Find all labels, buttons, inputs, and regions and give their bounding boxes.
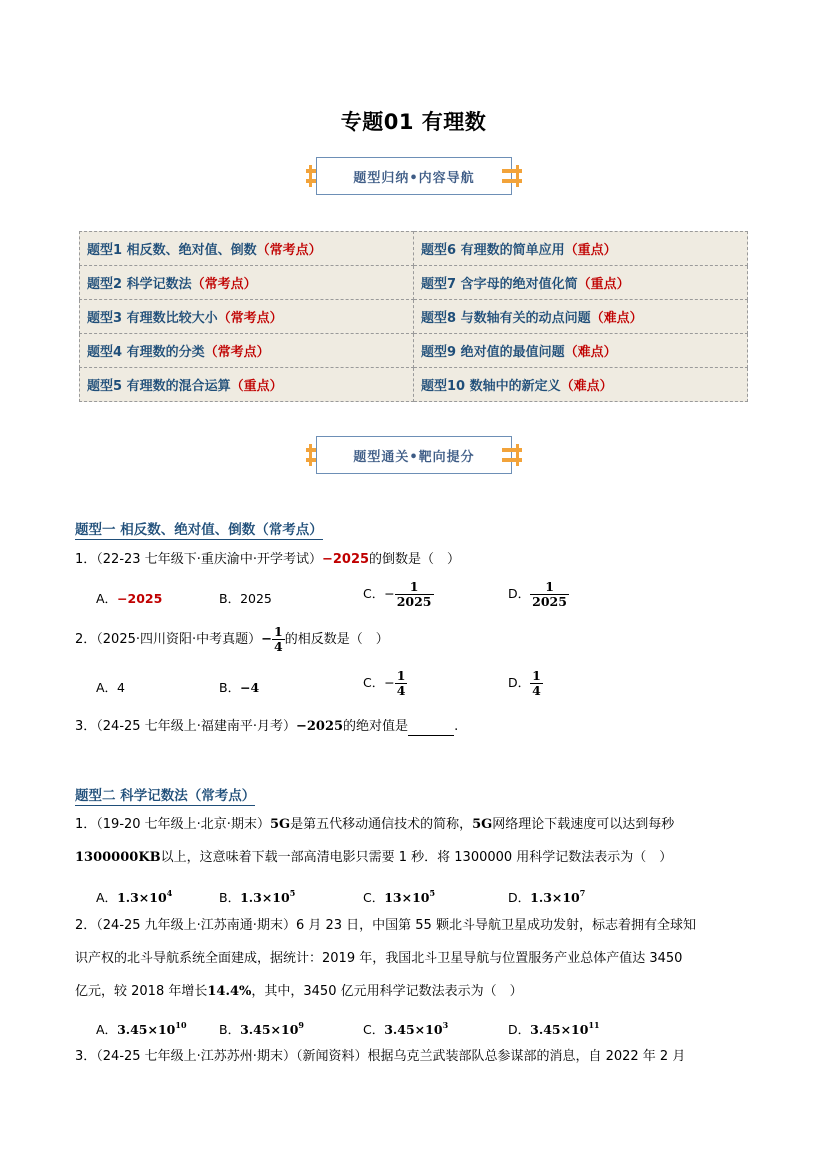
- nav-item[interactable]: 题型3 有理数比较大小（常考点）: [80, 300, 414, 334]
- option-a[interactable]: A．$3.45\times 10^{10}$: [96, 1020, 187, 1037]
- nav-item[interactable]: 题型2 科学记数法（常考点）: [80, 266, 414, 300]
- nav-item[interactable]: 题型8 与数轴有关的动点问题（难点）: [414, 300, 748, 334]
- option-c[interactable]: C．$3.45\times 10^3$: [363, 1020, 449, 1037]
- nav-item[interactable]: 题型1 相反数、绝对值、倒数（常考点）: [80, 232, 414, 266]
- banner-decoration-right: [502, 167, 522, 185]
- topic-navigation-table: [79, 231, 748, 402]
- option-c[interactable]: C．− $\frac{1}{4}$: [363, 668, 406, 698]
- answer-blank[interactable]: [408, 722, 454, 736]
- option-c[interactable]: C．− $\frac{1}{2025}$: [363, 579, 432, 609]
- option-d[interactable]: D．$3.45\times 10^{11}$: [508, 1020, 600, 1037]
- banner-text: 题型归纳•内容导航: [353, 170, 475, 186]
- question-2-2-line-1: 2．（24-25 九年级上·江苏南通·期末）6 月 23 日，中国第 55 颗北斗导航卫星成功发射，标志着拥有全球知: [75, 918, 696, 933]
- nav-item[interactable]: 题型9 绝对值的最值问题（难点）: [414, 334, 748, 368]
- question-1-2: 2．（2025·四川资阳·中考真题）− $\frac{1}{4}$ 的相反数是（ ）: [75, 624, 389, 654]
- question-2-2-line-2: 识产权的北斗导航系统全面建成，据统计：2019 年，我国北斗卫星导航与位置服务产业总体产值达 3450: [75, 951, 683, 966]
- question-2-3-line-1: 3．（24-25 七年级上·江苏苏州·期末）（新闻资料）根据乌克兰武装部队总参谋部的消息，自 2022 年 2 月: [75, 1049, 686, 1064]
- option-a[interactable]: A．4: [96, 680, 126, 695]
- banner-box: [316, 436, 512, 474]
- option-a[interactable]: A．−2025: [96, 591, 163, 606]
- nav-item[interactable]: 题型5 有理数的混合运算（重点）: [80, 368, 414, 402]
- option-b[interactable]: B．$1.3\times 10^5$: [219, 888, 296, 905]
- option-a[interactable]: A．$1.3\times 10^4$: [96, 888, 173, 905]
- banner-decoration-right: [502, 446, 522, 464]
- nav-item[interactable]: 题型7 含字母的绝对值化简（重点）: [414, 266, 748, 300]
- option-c[interactable]: C．$13\times 10^5$: [363, 888, 436, 905]
- section-banner-nav: [303, 157, 525, 195]
- banner-box: [316, 157, 512, 195]
- banner-text: 题型通关•靶向提分: [353, 449, 475, 465]
- section-heading-1[interactable]: 题型一 相反数、绝对值、倒数（常考点）: [75, 518, 323, 540]
- page-title: 专题01 有理数: [340, 110, 487, 134]
- question-2-2-line-3: 亿元，较 2018 年增长14.4%，其中，3450 亿元用科学记数法表示为（ ）: [75, 984, 523, 999]
- option-d[interactable]: D．$1.3\times 10^7$: [508, 888, 586, 905]
- section-banner-practice: [303, 436, 525, 474]
- option-b[interactable]: B．−4: [219, 680, 260, 695]
- question-2-1-line-2: 1300000KB以上，这意味着下载一部高清电影只需要 1 秒．将 1300000 用科学记数法表示为（ ）: [75, 850, 673, 865]
- question-1-3: 3．（24-25 七年级上·福建南平·月考）−2025的绝对值是 .: [75, 719, 459, 734]
- question-1-1: 1．（22-23 七年级下·重庆渝中·开学考试）−2025的倒数是（ ）: [75, 552, 461, 567]
- option-b[interactable]: B．2025: [219, 591, 272, 606]
- option-d[interactable]: D． $\frac{1}{2025}$: [508, 579, 567, 609]
- option-b[interactable]: B．$3.45\times 10^9$: [219, 1020, 304, 1037]
- question-2-1-line-1: 1．（19-20 七年级上·北京·期末）5G是第五代移动通信技术的简称，5G网络理论下载速度可以达到每秒: [75, 817, 675, 832]
- nav-item[interactable]: 题型6 有理数的简单应用（重点）: [414, 232, 748, 266]
- section-heading-2[interactable]: 题型二 科学记数法（常考点）: [75, 784, 255, 806]
- nav-item[interactable]: 题型10 数轴中的新定义（难点）: [414, 368, 748, 402]
- option-d[interactable]: D． $\frac{1}{4}$: [508, 668, 541, 698]
- nav-item[interactable]: 题型4 有理数的分类（常考点）: [80, 334, 414, 368]
